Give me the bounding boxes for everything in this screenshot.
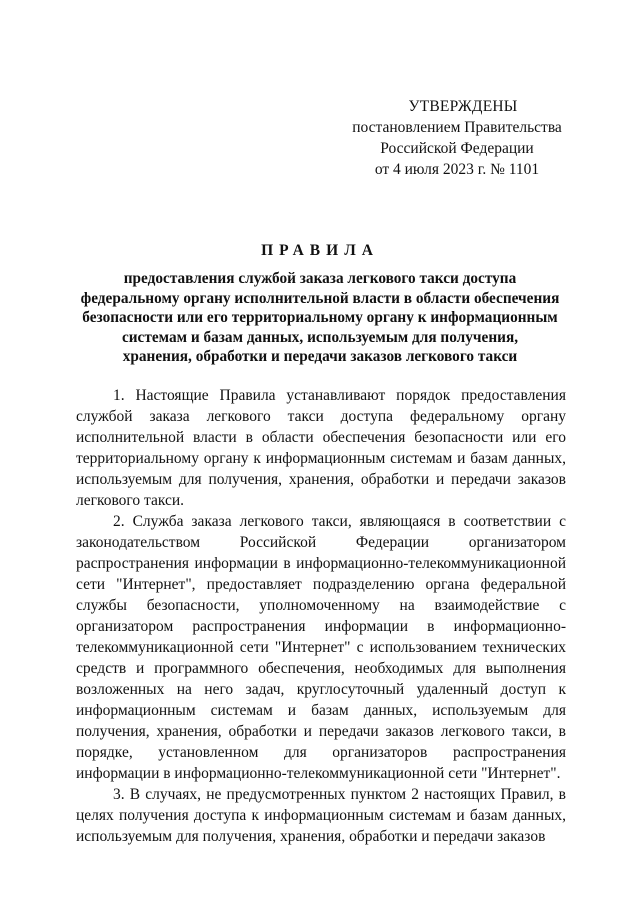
- approval-line-decree: постановлением Правительства: [352, 119, 562, 136]
- approval-block: [352, 96, 562, 180]
- paragraph-1: 1. Настоящие Правила устанавливают порядок предоставления службой заказа легкового такси доступа федеральному органу исполнительной власти в области обеспечения безопасности или его территориальному органу к информационным системам и базам данных, используемым для получения, хранения, обработки и передачи заказов легкового такси.: [76, 387, 566, 509]
- approval-line-date: от 4 июля 2023 г. № 1101: [374, 161, 540, 178]
- subtitle-line-5: хранения, обработки и передачи заказов легкового такси: [122, 348, 518, 365]
- document-subtitle: [70, 269, 570, 367]
- subtitle-line-3: безопасности или его территориальному органу к информационным: [82, 309, 558, 326]
- paragraph-2: 2. Служба заказа легкового такси, являющаяся в соответствии с законодательством Российской Федерации организатором распространения информации в информационно-телекоммуникационной сети "Интернет", предоставляет подразделению органа федеральной службы безопасности, уполномоченному на взаимодействие с организатором распространения информации в информационно-телекоммуникационной сети "Интернет" с использованием технических средств и программного обеспечения, необходимых для выполнения возложенных на него задач, круглосуточный удаленный доступ к информационным системам и базам данных, используемым для получения, хранения, обработки и передачи заказов легкового такси, в порядке, установленном для организаторов распространения информации в информационно-телекоммуникационной сети "Интернет".: [76, 513, 566, 782]
- subtitle-line-2: федеральному органу исполнительной власти в области обеспечения: [80, 289, 560, 307]
- document-title: ПРАВИЛА: [261, 242, 379, 259]
- approval-heading: УТВЕРЖДЕНЫ: [408, 98, 518, 115]
- document-body: [76, 385, 566, 847]
- subtitle-line-4: системам и базам данных, используемым для получения,: [121, 328, 519, 346]
- paragraph-3: 3. В случаях, не предусмотренных пунктом 2 настоящих Правил, в целях получения доступа к информационным системам и базам данных, используемым для получения, хранения, обработки и передачи заказов: [76, 786, 566, 845]
- subtitle-line-1: предоставления службой заказа легкового такси доступа: [123, 270, 517, 287]
- approval-line-federation: Российской Федерации: [380, 140, 534, 157]
